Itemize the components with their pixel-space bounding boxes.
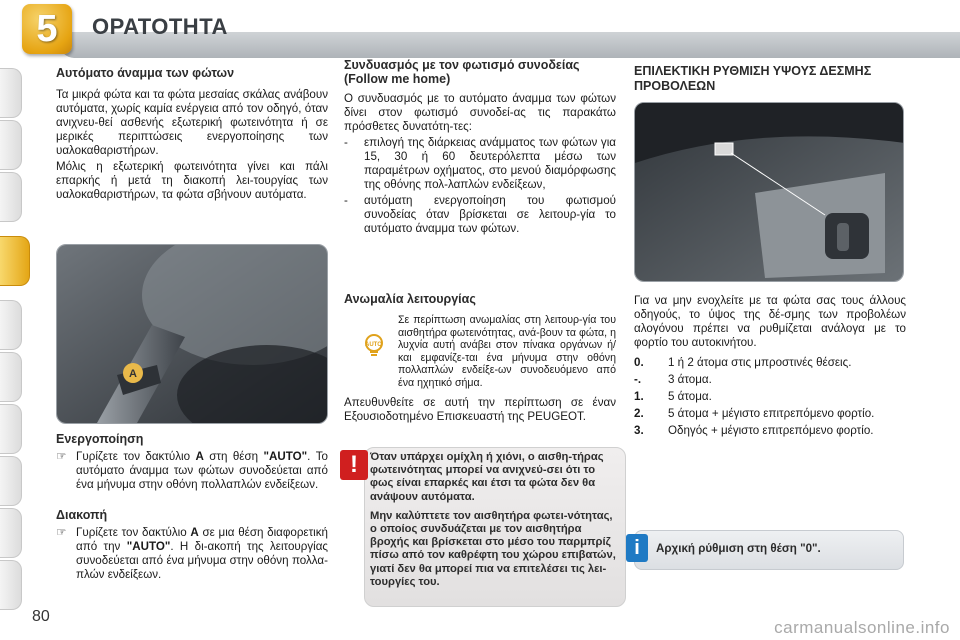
deactivation-ring-label: A: [190, 526, 199, 539]
list-item: [634, 373, 906, 387]
load-key-1: -.: [634, 373, 642, 386]
load-text-0: 1 ή 2 άτομα στις μπροστινές θέσεις.: [668, 356, 852, 369]
side-tab-9[interactable]: [0, 508, 22, 558]
deactivation-text: [76, 526, 328, 582]
load-text-4: Οδηγός + μέγιστο επιτρεπόμενο φορτίο.: [668, 424, 874, 437]
column-left: [56, 66, 328, 204]
warning-icon: !: [340, 450, 368, 480]
malfunction-heading: Ανωμαλία λειτουργίας: [344, 292, 476, 306]
ring-label: A: [129, 368, 137, 380]
side-tab-5[interactable]: [0, 300, 22, 350]
malfunction-block: [344, 314, 616, 392]
consult-text: Απευθυνθείτε σε αυτή την περίπτωση σε έναν Εξουσιοδοτημένο Επισκευαστή της PEUGEOT.: [344, 396, 616, 423]
section-heading-auto-lights: Αυτόματο άναμμα των φώτων: [56, 66, 235, 80]
list-item: [634, 424, 906, 438]
deactivation-text-pre: Γυρίζετε τον δακτύλιο: [76, 526, 191, 539]
follow-me-home-heading: Συνδυασμός με τον φωτισμό συνοδείας (Follow me home): [344, 58, 580, 86]
deactivation-heading: Διακοπή: [56, 508, 108, 522]
auto-lights-paragraph-2: Μόλις η εξωτερική φωτεινότητα γίνει και πάλι επαρκής ή μετά τη διακοπή λει-τουργίας των υαλοκαθαριστήρων, τα φώτα σβήνουν αυτόματα.: [56, 160, 328, 201]
column-left-lower: [56, 432, 328, 584]
deactivation-item: [56, 526, 328, 584]
info-value: "0": [800, 542, 818, 555]
auto-glyph-label: AUTO: [365, 342, 382, 348]
load-key-0: 0.: [634, 356, 644, 369]
activation-auto-label: "AUTO": [263, 450, 308, 463]
follow-me-home-bullet-2-text: αυτόματη ενεργοποίηση του φωτισμού συνοδείας όταν βρίσκεται σε λειτουρ-γία το αυτόματο άναμμα των φώτων.: [364, 194, 616, 235]
pointer-icon: ☞: [56, 526, 67, 539]
consult-block: [344, 396, 616, 426]
info-icon: i: [626, 534, 648, 562]
side-tab-10[interactable]: [0, 560, 22, 610]
column-middle: [344, 58, 616, 238]
headlamp-dial-illustration: [635, 103, 904, 282]
light-stalk-illustration: [57, 245, 328, 424]
deactivation-text-post: . Η δι-ακοπή της λειτουργίας συνοδεύεται από ένα μήνυμα στην οθόνη πολλα-πλών ενδείξεων.: [76, 540, 328, 581]
activation-text: [76, 450, 328, 492]
load-text-3: 5 άτομα + μέγιστο επιτρεπόμενο φορτίο.: [668, 407, 875, 420]
side-tab-3[interactable]: [0, 172, 22, 222]
side-tab-7[interactable]: [0, 404, 22, 454]
load-text-2: 5 άτομα.: [668, 390, 712, 403]
watermark: carmanualsonline.info: [774, 618, 950, 637]
list-item: [634, 390, 906, 404]
info-text-post: .: [817, 542, 821, 555]
side-tab-8[interactable]: [0, 456, 22, 506]
load-positions-list: [634, 356, 906, 438]
follow-me-home-bullet-1-text: επιλογή της διάρκειας ανάμματος των φώτων για 15, 30 ή 60 δευτερόλεπτα μέσω των παραμέτρων οχήματος, στο μενού διαμόρφωσης της οθόνης πολ-λαπλών ενδείξεων,: [364, 136, 616, 191]
warning-content: [370, 451, 620, 589]
column-right: [634, 64, 906, 102]
column-middle-malfunction: [344, 292, 616, 314]
auto-lights-paragraph-1: Τα μικρά φώτα και τα φώτα μεσαίας σκάλας ανάβουν αυτόματα, χωρίς καμία ενέργεια από τον οδηγό, όταν ανιχνευ-θεί ασθενής εξωτερική φωτεινότητα ή σε μερικές περιπτώσεις ενεργοποίησης των υαλοκαθαριστήρων.: [56, 88, 328, 157]
stalk-photo: [56, 244, 328, 424]
headlamp-adjust-intro: Για να μην ενοχλείτε με τα φώτα σας τους άλλους οδηγούς, το ύψος της δέ-σμης των προβολέων αλογόνου πρέπει να ρυθμίζεται ανάλογα με το φορτίο του αυτοκινήτου.: [634, 294, 906, 349]
follow-me-home-bullet-2: - αυτόματη ενεργοποίηση του φωτισμού συνοδείας όταν βρίσκεται σε λειτουρ-γία το αυτόματο άναμμα των φώτων.: [344, 194, 616, 235]
follow-me-home-intro: Ο συνδυασμός με το αυτόματο άναμμα των φώτων δίνει στον φωτισμό συνοδεί-ας τις παρακάτω πρόσθετες δυνατότη-τες:: [344, 92, 616, 133]
follow-me-home-bullet-1: - επιλογή της διάρκειας ανάμματος των φώτων για 15, 30 ή 60 δευτερόλεπτα μέσω των παραμέτρων οχήματος, στο μενού διαμόρφωσης της οθόνης πολ-λαπλών ενδείξεων,: [344, 136, 616, 191]
side-tab-6[interactable]: [0, 352, 22, 402]
pointer-icon: ☞: [56, 450, 67, 463]
activation-item: [56, 450, 328, 494]
warning-text-2: Μην καλύπτετε τον αισθητήρα φωτει-νότητας, ο οποίος συνδυάζεται με τον αισθητήρα βροχής και βρίσκεται στο μέσο του παρμπρίζ πίσω από τον καθρέφτη του χώρου επιβατών, γιατί δεν θα μπορεί πια να επιτελέσει τις λει-τουργίες του.: [370, 509, 616, 588]
page-title: ΟΡΑΤΟΤΗΤΑ: [92, 14, 228, 39]
load-key-4: 3.: [634, 424, 644, 437]
load-key-2: 1.: [634, 390, 644, 403]
warning-text-1: Όταν υπάρχει ομίχλη ή χιόνι, ο αισθη-τήρας φωτεινότητας μπορεί να ανιχνεύ-σει ότι το φως είναι επαρκές και έτσι τα φώτα δεν θα ανάψουν αυτόματα.: [370, 451, 604, 503]
side-tab-1[interactable]: [0, 68, 22, 118]
info-text-pre: Αρχική ρύθμιση στη θέση: [656, 542, 801, 555]
list-item: [634, 407, 906, 421]
deactivation-text-mid: σε μια θέση διαφορετική από την: [76, 526, 329, 553]
side-tab-2[interactable]: [0, 120, 22, 170]
deactivation-auto-label: "AUTO": [126, 540, 171, 553]
load-text-1: 3 άτομα.: [668, 373, 712, 386]
page-number: 80: [32, 608, 50, 625]
headlamp-adjust-heading: ΕΠΙΛΕΚΤΙΚΗ ΡΥΘΜΙΣΗ ΥΨΟΥΣ ΔΕΣΜΗΣ ΠΡΟΒΟΛΕΩΝ: [634, 64, 872, 93]
info-text: [656, 542, 821, 555]
load-key-3: 2.: [634, 407, 644, 420]
list-item: [634, 356, 906, 370]
chapter-number: 5: [36, 8, 58, 50]
side-tab-4-active[interactable]: [0, 236, 30, 286]
activation-text-pre: Γυρίζετε τον δακτύλιο: [76, 450, 196, 463]
malfunction-text: Σε περίπτωση ανωμαλίας στη λειτουρ-γία του αισθητήρα φωτεινότητας, ανά-βουν τα φώτα, η λυχνία αυτή ανάβει στον πίνακα οργάνων ή/και εμφανίζε-ται ένα μήνυμα στην οθόνη πολλαπλών ενδείξε-ων συνοδευόμενο από ένα ηχητικό σήμα.: [398, 314, 616, 389]
activation-text-mid: στη θέση: [203, 450, 264, 463]
activation-text-post: . Το αυτόματο άναμμα των φώτων συνοδεύεται από ένα μήνυμα στην οθόνη πολλαπλών ενδείξεων.: [76, 450, 328, 491]
headlamp-dial-photo: [634, 102, 904, 282]
headlamp-adjust-body: [634, 294, 906, 438]
activation-heading: Ενεργοποίηση: [56, 432, 144, 446]
activation-ring-label: A: [195, 450, 204, 463]
